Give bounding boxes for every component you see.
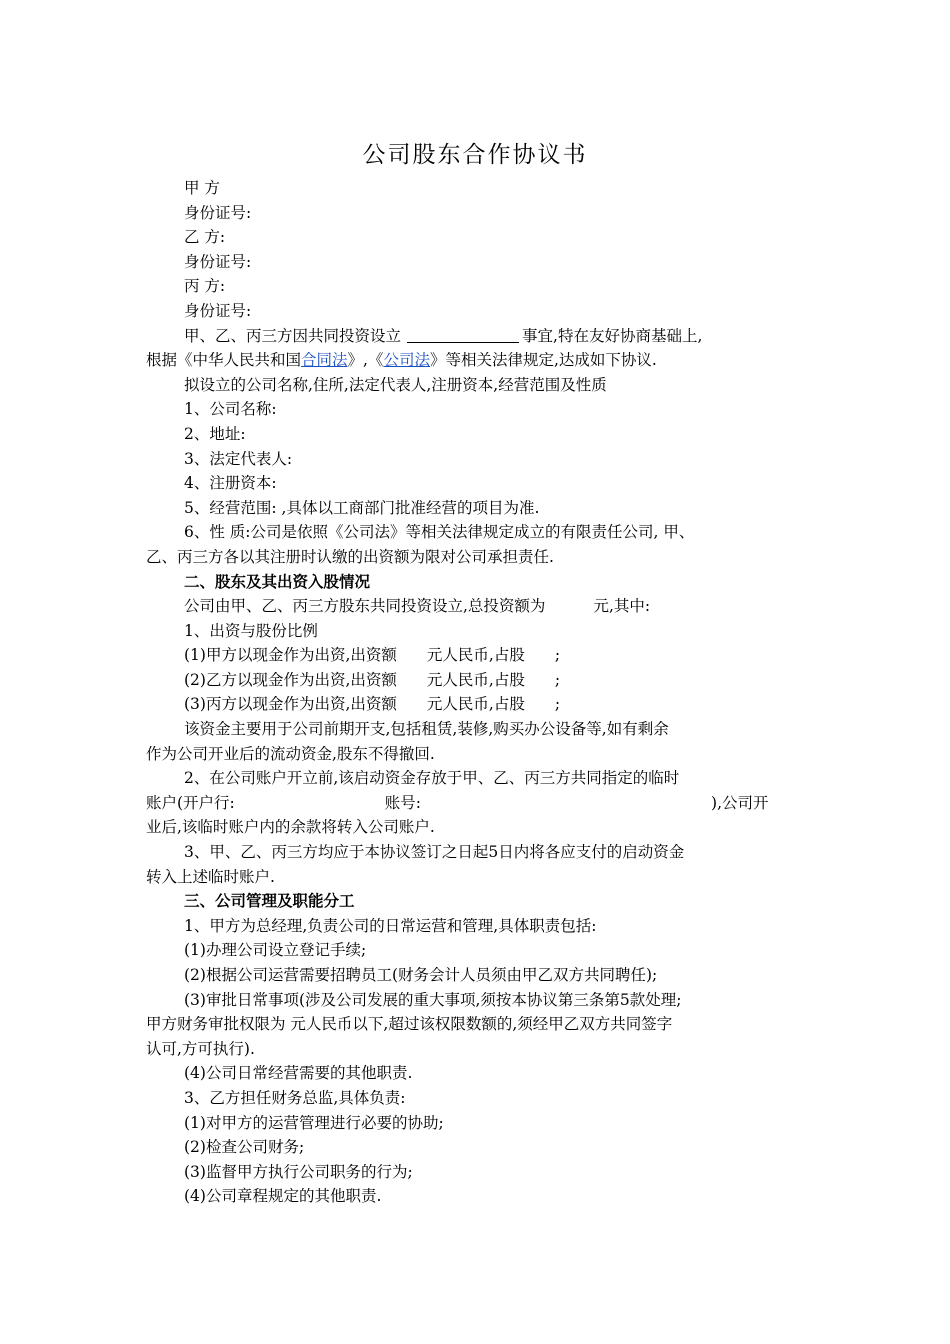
gm-duty-item-line-1: (3)审批日常事项(涉及公司发展的重大事项,须按本协议第三条第5款处理; [184, 990, 682, 1009]
deadline-line-2: 转入上述临时账户. [146, 867, 275, 886]
address-item: 2、地址: [184, 424, 246, 443]
fund-usage-line-1: 该资金主要用于公司前期开支,包括租赁,装修,购买办公设备等,如有剩余 [184, 720, 669, 739]
gm-duty-item-line-3: 认可,方可执行). [146, 1039, 255, 1058]
company-name-item: 1、公司名称: [184, 400, 277, 419]
cfo-duty-item: (1)对甲方的运营管理进行必要的协助; [184, 1113, 444, 1132]
deadline-line-1: 3、甲、乙、丙三方均应于本协议签订之日起5日内将各应支付的启动资金 [184, 843, 685, 862]
party-c: 丙 方: [184, 277, 226, 296]
intro-line-1 [146, 324, 806, 349]
gm-duty-item: (4)公司日常经营需要的其他职责. [184, 1064, 413, 1083]
intro-line-2 [146, 348, 806, 373]
temp-account-line-3: 业后,该临时账户内的余款将转入公司账户. [146, 818, 435, 837]
scope-item: 5、经营范围: ,具体以工商部门批准经营的项目为准. [184, 498, 540, 517]
intro-text: 根据《中华人民共和国 [146, 351, 302, 370]
party-a: 甲 方 [184, 179, 220, 197]
section1-intro: 拟设立的公司名称,住所,法定代表人,注册资本,经营范围及性质 [184, 375, 607, 394]
account-text: ),公司开 [711, 793, 769, 812]
contribution-text: (2)乙方以现金作为出资,出资额 [184, 670, 397, 689]
contribution-text: ; [554, 670, 561, 689]
contract-law-link[interactable]: 合同法 [301, 351, 348, 370]
section3-heading: 三、公司管理及职能分工 [184, 891, 355, 911]
company-blank-line [407, 326, 519, 343]
fund-usage-line-2: 作为公司开业后的流动资金,股东不得撤回. [146, 744, 435, 763]
contribution-item [146, 668, 806, 693]
party-a-id: 身份证号: [184, 203, 252, 222]
gm-duty-item: (2)根据公司运营需要招聘员工(财务会计人员须由甲乙双方共同聘任); [184, 966, 658, 984]
account-number-label: 账号: [384, 793, 422, 812]
contribution-item [146, 643, 806, 668]
contribution-text: 元人民币,占股 [426, 695, 525, 714]
intro-text: 事宜,特在友好协商基础上, [522, 326, 703, 345]
investment-intro [146, 594, 806, 619]
party-c-id: 身份证号: [184, 301, 252, 320]
section2-heading: 二、股东及其出资入股情况 [184, 571, 371, 591]
cfo-duty-item: (3)监督甲方执行公司职务的行为; [184, 1162, 413, 1181]
temp-account-line-2 [146, 791, 806, 816]
contribution-text: (3)丙方以现金作为出资,出资额 [184, 695, 397, 714]
nature-item-line-1: 6、性 质:公司是依照《公司法》等相关法律规定成立的有限责任公司, 甲、 [184, 523, 695, 542]
investment-text: 元,其中: [593, 597, 651, 616]
contribution-text: ; [554, 695, 561, 714]
legal-rep-item: 3、法定代表人: [184, 449, 293, 468]
party-b-id: 身份证号: [184, 252, 252, 271]
contribution-text: 元人民币,占股 [426, 646, 525, 665]
temp-account-line-1: 2、在公司账户开立前,该启动资金存放于甲、乙、丙三方共同指定的临时 [184, 769, 680, 788]
contribution-text: (1)甲方以现金作为出资,出资额 [184, 646, 397, 665]
cfo-duty-item: (4)公司章程规定的其他职责. [184, 1187, 382, 1206]
gm-duty-item: (1)办理公司设立登记手续; [184, 941, 367, 960]
company-law-link[interactable]: 公司法 [383, 351, 430, 370]
share-ratio-title: 1、出资与股份比例 [184, 621, 318, 640]
nature-item-line-2: 乙、丙三方各以其注册时认缴的出资额为限对公司承担责任. [146, 547, 554, 566]
contribution-item [146, 692, 806, 717]
cfo-duties-title: 3、乙方担任财务总监,具体负责: [184, 1088, 406, 1107]
contribution-text: 元人民币,占股 [426, 670, 525, 689]
document-body [146, 176, 806, 1209]
gm-duties-title: 1、甲方为总经理,负责公司的日常运营和管理,具体职责包括: [184, 916, 597, 935]
document-title: 公司股东合作协议书 [362, 142, 588, 168]
investment-text: 公司由甲、乙、丙三方股东共同投资设立,总投资额为 [184, 597, 546, 616]
gm-duty-item-line-2: 甲方财务审批权限为 元人民币以下,超过该权限数额的,须经甲乙双方共同签字 [146, 1015, 673, 1034]
intro-text: 》,《 [347, 351, 384, 370]
bank-label: 账户(开户行: [146, 793, 235, 812]
intro-text: 》等相关法律规定,达成如下协议. [429, 351, 657, 370]
contribution-text: ; [554, 646, 561, 665]
capital-item: 4、注册资本: [184, 474, 277, 493]
intro-text: 甲、乙、丙三方因共同投资设立 [184, 326, 402, 345]
party-b: 乙 方: [184, 228, 226, 247]
cfo-duty-item: (2)检查公司财务; [184, 1138, 305, 1157]
